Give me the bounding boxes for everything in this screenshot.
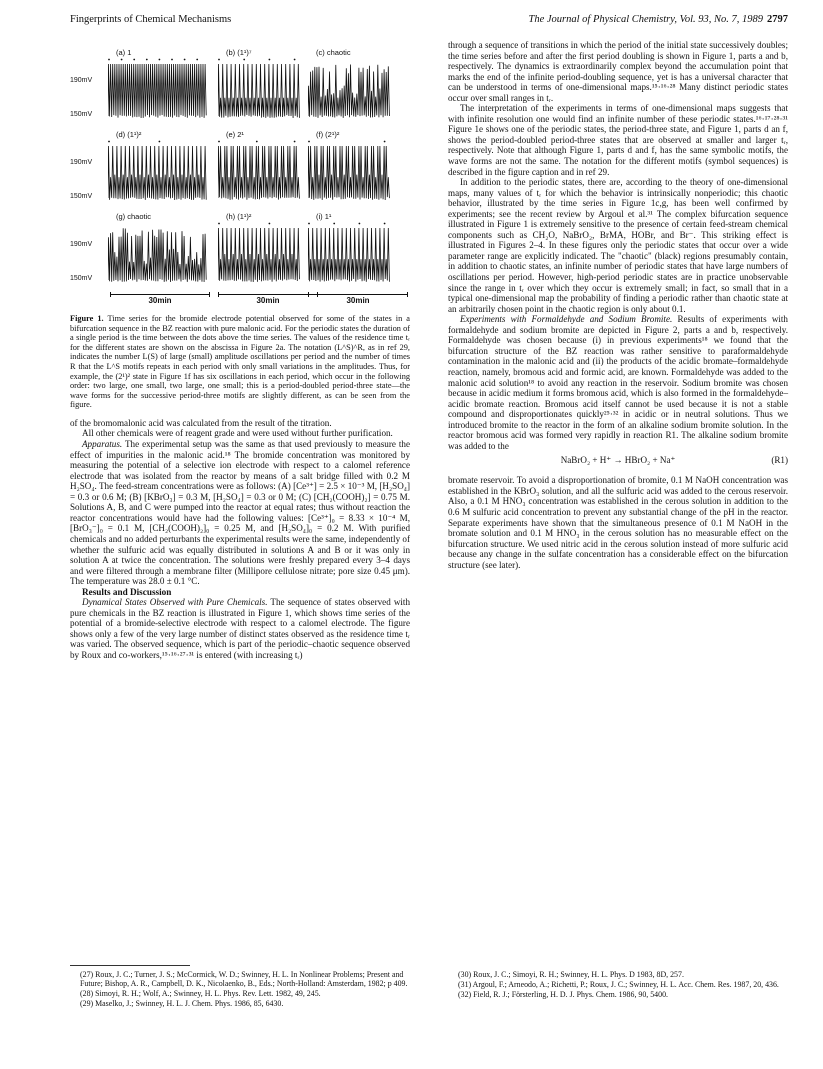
period-dot [184,59,186,61]
panel-label-f: (f) (2¹)² [316,130,340,139]
figure-panel-i [308,212,420,294]
time-bar-label-3: 30min [346,296,370,305]
right-paragraph-3: In addition to the periodic states, there are, according to the theory of one-dimensional maps, many values of tᵣ for which the behavior is intrinsically nonperiodic; this chaotic behavior, illustrated by the time series in Figure 1c,g, has been well confirmed by experiments; see the recent review by Argoul et al.³¹ The complex bifurcation sequence illustrated in Figure 1 is extremely sensitive to the presence of certain feed-stream chemical components such as CH₂O, NaBrO₂, BrMA, HOBr, and Br⁻. This striking effect is illustrated in Figures 2–4. In these figures only the periodic states that occur over a wide parameter range are explicitly indicated. The "chaotic" (black) regions presumably contain, in addition to chaotic states, an infinite number of periodic states that have large numbers of oscillations per period. However, high-period periodic states are in practice unobservable since the range in tᵣ over which they occur is extremely small; in fact, so small that in a typical one-dimensional map the probability of finding a periodic rather than chaotic state at an arbitrarily chosen point in the chaotic region is only about 0.1. [448,177,788,314]
reference-29: (29) Maselko, J.; Swinney, H. L. J. Chem. Phys. 1986, 85, 6430. [80,999,284,1009]
trace-path-d [108,146,206,200]
journal-name: The Journal of Physical Chemistry, Vol. 93, No. 7, 1989 [528,14,763,25]
figure-panel-g [108,212,220,294]
period-dot [269,59,271,61]
trace-b [218,58,300,122]
left-paragraph-4 [70,597,410,660]
scale-label-190-row2: 190mV [70,159,93,166]
period-dot [121,59,123,61]
reference-32: (32) Field, R. J.; Försterling, H. D. J. Phys. Chem. 1986, 90, 5400. [458,990,668,1000]
scale-label-150-row3: 150mV [70,275,93,282]
trace-path-b [218,64,299,118]
time-bar-2 [218,294,318,308]
trace-path-e [218,146,299,200]
period-dot [294,59,296,61]
trace-path-c [308,65,389,118]
pure-chemicals-text: The sequence of states observed with pure chemicals in the BZ reaction is illustrated in Figure 1, which shows time series of the potential of a bromide-selective electrode with respect to a calomel electrode. The figure shows only a few of the very large number of distinct states observed as the residence time tᵣ was varied. The observed sequence, which is part of the periodic–chaotic sequence observed by Roux and co-workers,¹⁵·¹⁶·²⁷·³¹ is entered (with increasing tᵣ) [70,597,410,660]
figure-panel-a [108,48,220,130]
time-bar-label-1: 30min [148,296,172,305]
references-left [70,965,410,1009]
scale-label-150-row1: 150mV [70,111,93,118]
left-paragraph-1: of the bromomalonic acid was calculated from the result of the titration. [70,417,332,428]
panel-label-h: (h) (1¹)² [226,212,252,221]
period-dot [269,223,271,225]
figure-caption [70,314,410,410]
time-bar-1 [110,294,210,308]
figure-1 [70,40,410,310]
reaction-tag: (R1) [771,455,788,466]
period-dot [146,59,148,61]
time-bar-3 [308,294,408,308]
trace-a [108,58,208,122]
left-paragraph-2: All other chemicals were of reagent grade and were used without further purification. [82,428,393,439]
trace-f [308,140,390,204]
apparatus-heading: Apparatus. [82,439,123,450]
period-dot [159,59,161,61]
formaldehyde-heading: Experiments with Formaldehyde and Sodium Bromite. [460,314,673,325]
period-dot [384,141,386,143]
period-dot [384,223,386,225]
trace-d [108,140,208,204]
right-paragraph-5: bromate reservoir. To avoid a disproportionation of bromite, 0.1 M NaOH concentration was established in the KBrO₃ solution, and all the sulfuric acid was added to the cerous reservoir. Also, a 0.1 M HNO₃ concentration was established in the cerous solution in addition to the 0.6 M sulfuric acid concentration to prevent any substantial change of the pH in the reactor. Separate experiments have shown that the simultaneous presence of 0.1 M NaOH in the bromate solution and 0.1 M HNO₃ in the cerous solution has no measurable effect on the bifurcation structure. We used nitric acid in the cerous solution instead of more sulfuric acid because any change in the sulfate concentration has a considerable effect on the bifurcation structure (see later). [448,475,788,570]
figure-panel-d [108,130,220,212]
panel-label-e: (e) 2¹ [226,130,244,139]
period-dot [108,59,110,61]
trace-path-i [308,228,389,282]
panel-label-g: (g) chaotic [116,212,152,221]
panel-label-i: (i) 1¹ [316,212,332,221]
trace-h [218,222,300,286]
period-dot [171,59,173,61]
reference-31: (31) Argoul, F.; Arneodo, A.; Richetti, P.; Roux, J. C.; Swinney, H. L. Acc. Chem. Res. 1987, 20, 436. [458,980,779,990]
trace-path-g [108,228,206,282]
reaction-r1 [448,455,788,471]
period-dot [256,141,258,143]
period-dot [308,223,310,225]
caption-text: Time series for the bromide electrode potential observed for some of the states in a bifurcation sequence in the BZ reaction with pure malonic acid. For the periodic states the duration of a single period is the time between the dots above the time series. The values of the residence time tᵣ for the different states are shown on the abscissa in Figure 2a. The notation (L^S)^R, as in ref 29, indicates the number L(S) of large (small) amplitude oscillations per period and the number of times R that the L^S motifs repeats in each period with only small variations in the amplitudes. Thus, for example, the (2¹)² state in Figure 1f has six oscillations in each period, which occur in the following order: two large, one small, two large, one small; this is a period-doubled period-three state—the wave forms for the successive period-three motifs are slightly different, as can be seen from the figure. [70,314,410,410]
reference-27: (27) Roux, J. C.; Turner, J. S.; McCormick, W. D.; Swinney, H. L. In Nonlinear Problems; Present and Future; Bishop, A. R., Campbell, D. K., Nicolaenko, B., Eds.; North-Holland: Amsterdam, 1982; p 409. [80,970,408,989]
left-column [70,40,410,661]
right-paragraph-4 [448,314,788,451]
trace-i [308,222,390,286]
period-dot [196,59,198,61]
formaldehyde-text: Results of experiments with formaldehyde and sodium bromite are depicted in Figure 2, parts a and b, respectively. Formaldehyde was chosen because (i) in previous experiments¹⁸ we found that the bifurcation structure of the BZ reaction was rather sensitive to paraformaldehyde contamination in the malonic acid and (ii) the products of the acidic bromate–formaldehyde reaction, namely, bromous acid and formic acid, are known. Formaldehyde was added to the malonic acid solution¹⁸ to avoid any reaction in the reservoir. Sodium bromite was chosen because in acidic medium it forms bromous acid, which is also formed in the formaldehyde–acidic bromate reaction. Bromous acid itself cannot be used because it is not a stable compound and disproportionates quickly²⁵·³² in acidic or in neutral solutions. Thus we introduced bromite to the reactor in the form of an alkaline sodium bromite solution. In the reactor bromous acid was formed very rapidly in reaction R1. The alkaline sodium bromite was added to the [448,314,788,451]
panel-label-d: (d) (1¹)² [116,130,142,139]
panel-label-a: (a) 1 [116,48,132,57]
running-header [70,14,788,30]
period-dot [243,59,245,61]
page-number: 2797 [767,14,788,25]
scale-label-190-row1: 190mV [70,77,93,84]
period-dot [133,59,135,61]
period-dot [359,223,361,225]
trace-path-h [218,228,299,282]
reference-30: (30) Roux, J. C.; Simoyi, R. H.; Swinney, H. L. Phys. D 1983, 8D, 257. [458,970,684,979]
trace-path-f [308,146,389,200]
references-rule-right [448,965,568,966]
scale-label-190-row3: 190mV [70,241,93,248]
reference-28: (28) Simoyi, R. H.; Wolf, A.; Swinney, H. L. Phys. Rev. Lett. 1982, 49, 245. [80,989,321,999]
period-dot [218,223,220,225]
references-right [448,965,788,1000]
period-dot [218,141,220,143]
panel-label-c: (c) chaotic [316,48,351,57]
period-dot [108,141,110,143]
section-heading: Results and Discussion [82,586,172,597]
caption-label: Figure 1. [70,314,104,323]
journal-citation [529,14,789,25]
trace-g [108,222,208,286]
running-title: Fingerprints of Chemical Mechanisms [70,14,232,25]
right-column [448,40,788,570]
figure-panel-f [308,130,420,212]
references-rule [70,965,190,966]
trace-e [218,140,300,204]
period-dot [159,141,161,143]
time-bar-label-2: 30min [256,296,280,305]
left-paragraph-3 [70,439,410,587]
panel-label-b: (b) (1¹)⁷ [226,48,252,57]
trace-c [308,58,390,122]
period-dot [333,223,335,225]
right-paragraph-2: The interpretation of the experiments in terms of one-dimensional maps suggests that with infinite resolution one would find an infinite number of these periodic states.¹⁶·¹⁷·²⁸·³¹ Figure 1e shows one of the periodic states, the period-three state, and Figure 1, parts d an f, shows the period-doubled period-three states that are observed at smaller and larger tᵣ, respectively. Note that although Figure 1, parts d and f, has the same symbolic motifs, the wave forms are not the same. The notation for the different motifs (symbol sequences) is described in the figure caption and in ref 29. [448,103,788,177]
apparatus-text: The experimental setup was the same as that used previously to measure the effect of impurities in the malonic acid.¹⁸ The bromide concentration was monitored by measuring the potential of a selective ion electrode with respect to a calomel reference electrode that was isolated from the reactor by means of a salt bridge filled with 0.2 M H₂SO₄. The feed-stream concentrations were as follows: (A) [Ce³⁺] = 2.5 × 10⁻³ M, [H₂SO₄] = 0.3 or 0.6 M; (B) [KBrO₃] = 0.3 M, [H₂SO₄] = 0.3 or 0 M; (C) [CH₂(COOH)₂] = 0.75 M. Solutions A, B, and C were pumped into the reactor at equal rates; thus without reaction the reactor concentrations would have had the following values: [Ce³⁺]₀ = 8.33 × 10⁻⁴ M, [BrO₃⁻]₀ = 0.1 M, [CH₂(COOH)₂]₀ = 0.25 M, and [H₂SO₄]₀ = 0.2 M. With purified chemicals and no added perturbants the experimental results were the same, independently of whether the sulfuric acid was equally distributed in solutions A and B or it was only in solution A at twice the concentration. The solutions were freshly prepared every 3–4 days and were filtered through a membrane filter (Millipore cellulose nitrate; pore size 0.45 μm). The temperature was 28.0 ± 0.1 °C. [70,439,410,587]
reaction-equation: NaBrO₂ + H⁺ → HBrO₂ + Na⁺ [560,455,676,466]
right-paragraph-1: through a sequence of transitions in which the period of the initial state successively doubles; the time series before and after the first period doubling is shown in Figure 1, parts a and b, respectively. The dynamics is extraordinarily complex beyond the accumulation point that marks the end of the infinite period-doubling sequence, yet is has a universal character that can be understood in terms of one-dimensional maps.¹⁵·¹⁶·²⁸ Many distinct periodic states occur over small ranges in tᵣ. [448,40,788,103]
period-dot [308,141,310,143]
scale-label-150-row2: 150mV [70,193,93,200]
figure-panel-c [308,48,420,130]
pure-chemicals-heading: Dynamical States Observed with Pure Chemicals. [82,597,268,608]
period-dot [294,141,296,143]
trace-path-a [108,64,206,118]
period-dot [218,59,220,61]
